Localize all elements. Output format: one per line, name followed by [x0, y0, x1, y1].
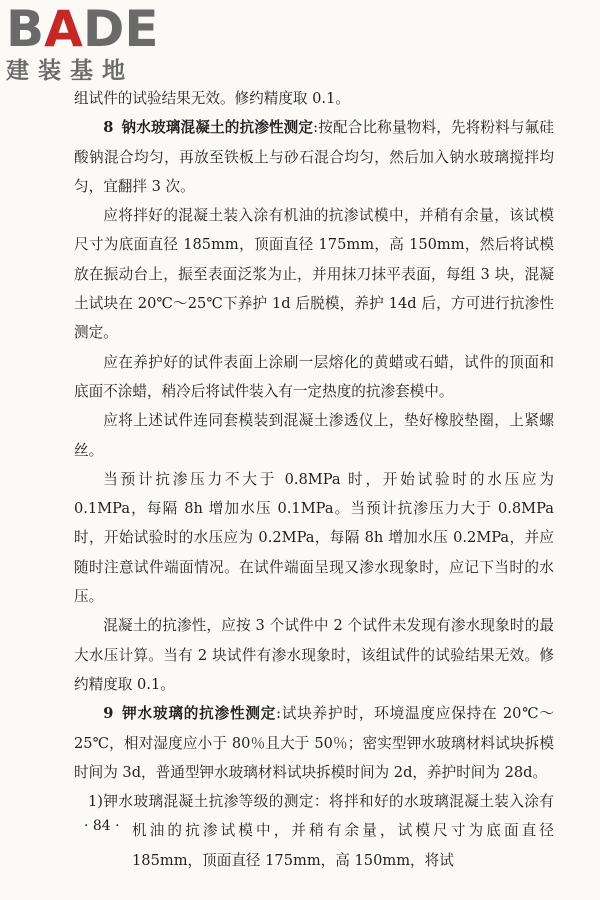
- page-number: · 84 ·: [84, 818, 120, 834]
- list-item-text: 钾水玻璃混凝土抗渗等级的测定：将拌和好的水玻璃混凝土装入涂有机油的抗渗试模中，并稍有余量，试模尺寸为底面直径 185mm，顶面直径 175mm，高 150mm，将试: [102, 793, 554, 869]
- paragraph: 应在养护好的试件表面上涂刷一层熔化的黄蜡或石蜡，试件的顶面和底面不涂蜡，稍冷后将试件装入有一定热度的抗渗套模中。: [74, 353, 554, 400]
- bade-logo: [6, 0, 176, 84]
- section-title: 钠水玻璃混凝土的抗渗性测定: [121, 119, 314, 137]
- paragraph: 应将上述试件连同套模装到混凝土渗透仪上，垫好橡胶垫圈，上紧螺丝。: [74, 412, 554, 459]
- document-body: [74, 84, 554, 875]
- logo-subtitle: 建装基地: [6, 58, 134, 84]
- section-8-paragraph: [74, 113, 554, 201]
- list-item: [74, 787, 554, 875]
- paragraph: 当预计抗渗压力不大于 0.8MPa 时，开始试验时的水压应为 0.1MPa，每隔 8h 增加水压 0.1MPa。当预计抗渗压力大于 0.8MPa 时，开始试验时的水压应为 0.2MPa，每隔 8h 增加水压 0.2MPa，并应随时注意试件端面情况。在试件端面呈现又渗水现象时，应记下当时的水压。: [74, 470, 554, 606]
- paragraph: 应将拌好的混凝土装入涂有机油的抗渗试模中，并稍有余量，该试模尺寸为底面直径 185mm，顶面直径 175mm，高 150mm，然后将试模放在振动台上，振至表面泛浆为止，并用抹刀抹平表面，每组 3 块，混凝土试块在 20℃～25℃下养护 1d 后脱模，养护 14d 后，方可进行抗渗性测定。: [74, 207, 554, 342]
- section-number: 9: [103, 705, 114, 723]
- paragraph: 混凝土的抗渗性，应按 3 个试件中 2 个试件未发现有渗水现象时的最大水压计算。当有 2 块试件有渗水现象时，该组试件的试验结果无效。修约精度取 0.1。: [74, 617, 554, 693]
- section-title: 钾水玻璃的抗渗性测定: [121, 705, 277, 723]
- section-number: 8: [103, 119, 114, 137]
- section-9-paragraph: [74, 699, 554, 787]
- logo-wordmark: BADE: [6, 0, 159, 58]
- list-item-marker: 1): [88, 793, 103, 811]
- section-text: :试块养护时，环境温度应保持在 20℃～25℃，相对湿度应小于 80％且大于 50％；密实型钾水玻璃材料试块拆模时间为 3d，普通型钾水玻璃材料试块拆模时间为 2d，养护时间为 28d。: [74, 705, 554, 781]
- section-text: :按配合比称量物料，先将粉料与氟硅酸钠混合均匀，再放至铁板上与砂石混合均匀，然后加入钠水玻璃搅拌均匀，宜翻拌 3 次。: [74, 119, 554, 195]
- paragraph-continued: 组试件的试验结果无效。修约精度取 0.1。: [74, 90, 350, 107]
